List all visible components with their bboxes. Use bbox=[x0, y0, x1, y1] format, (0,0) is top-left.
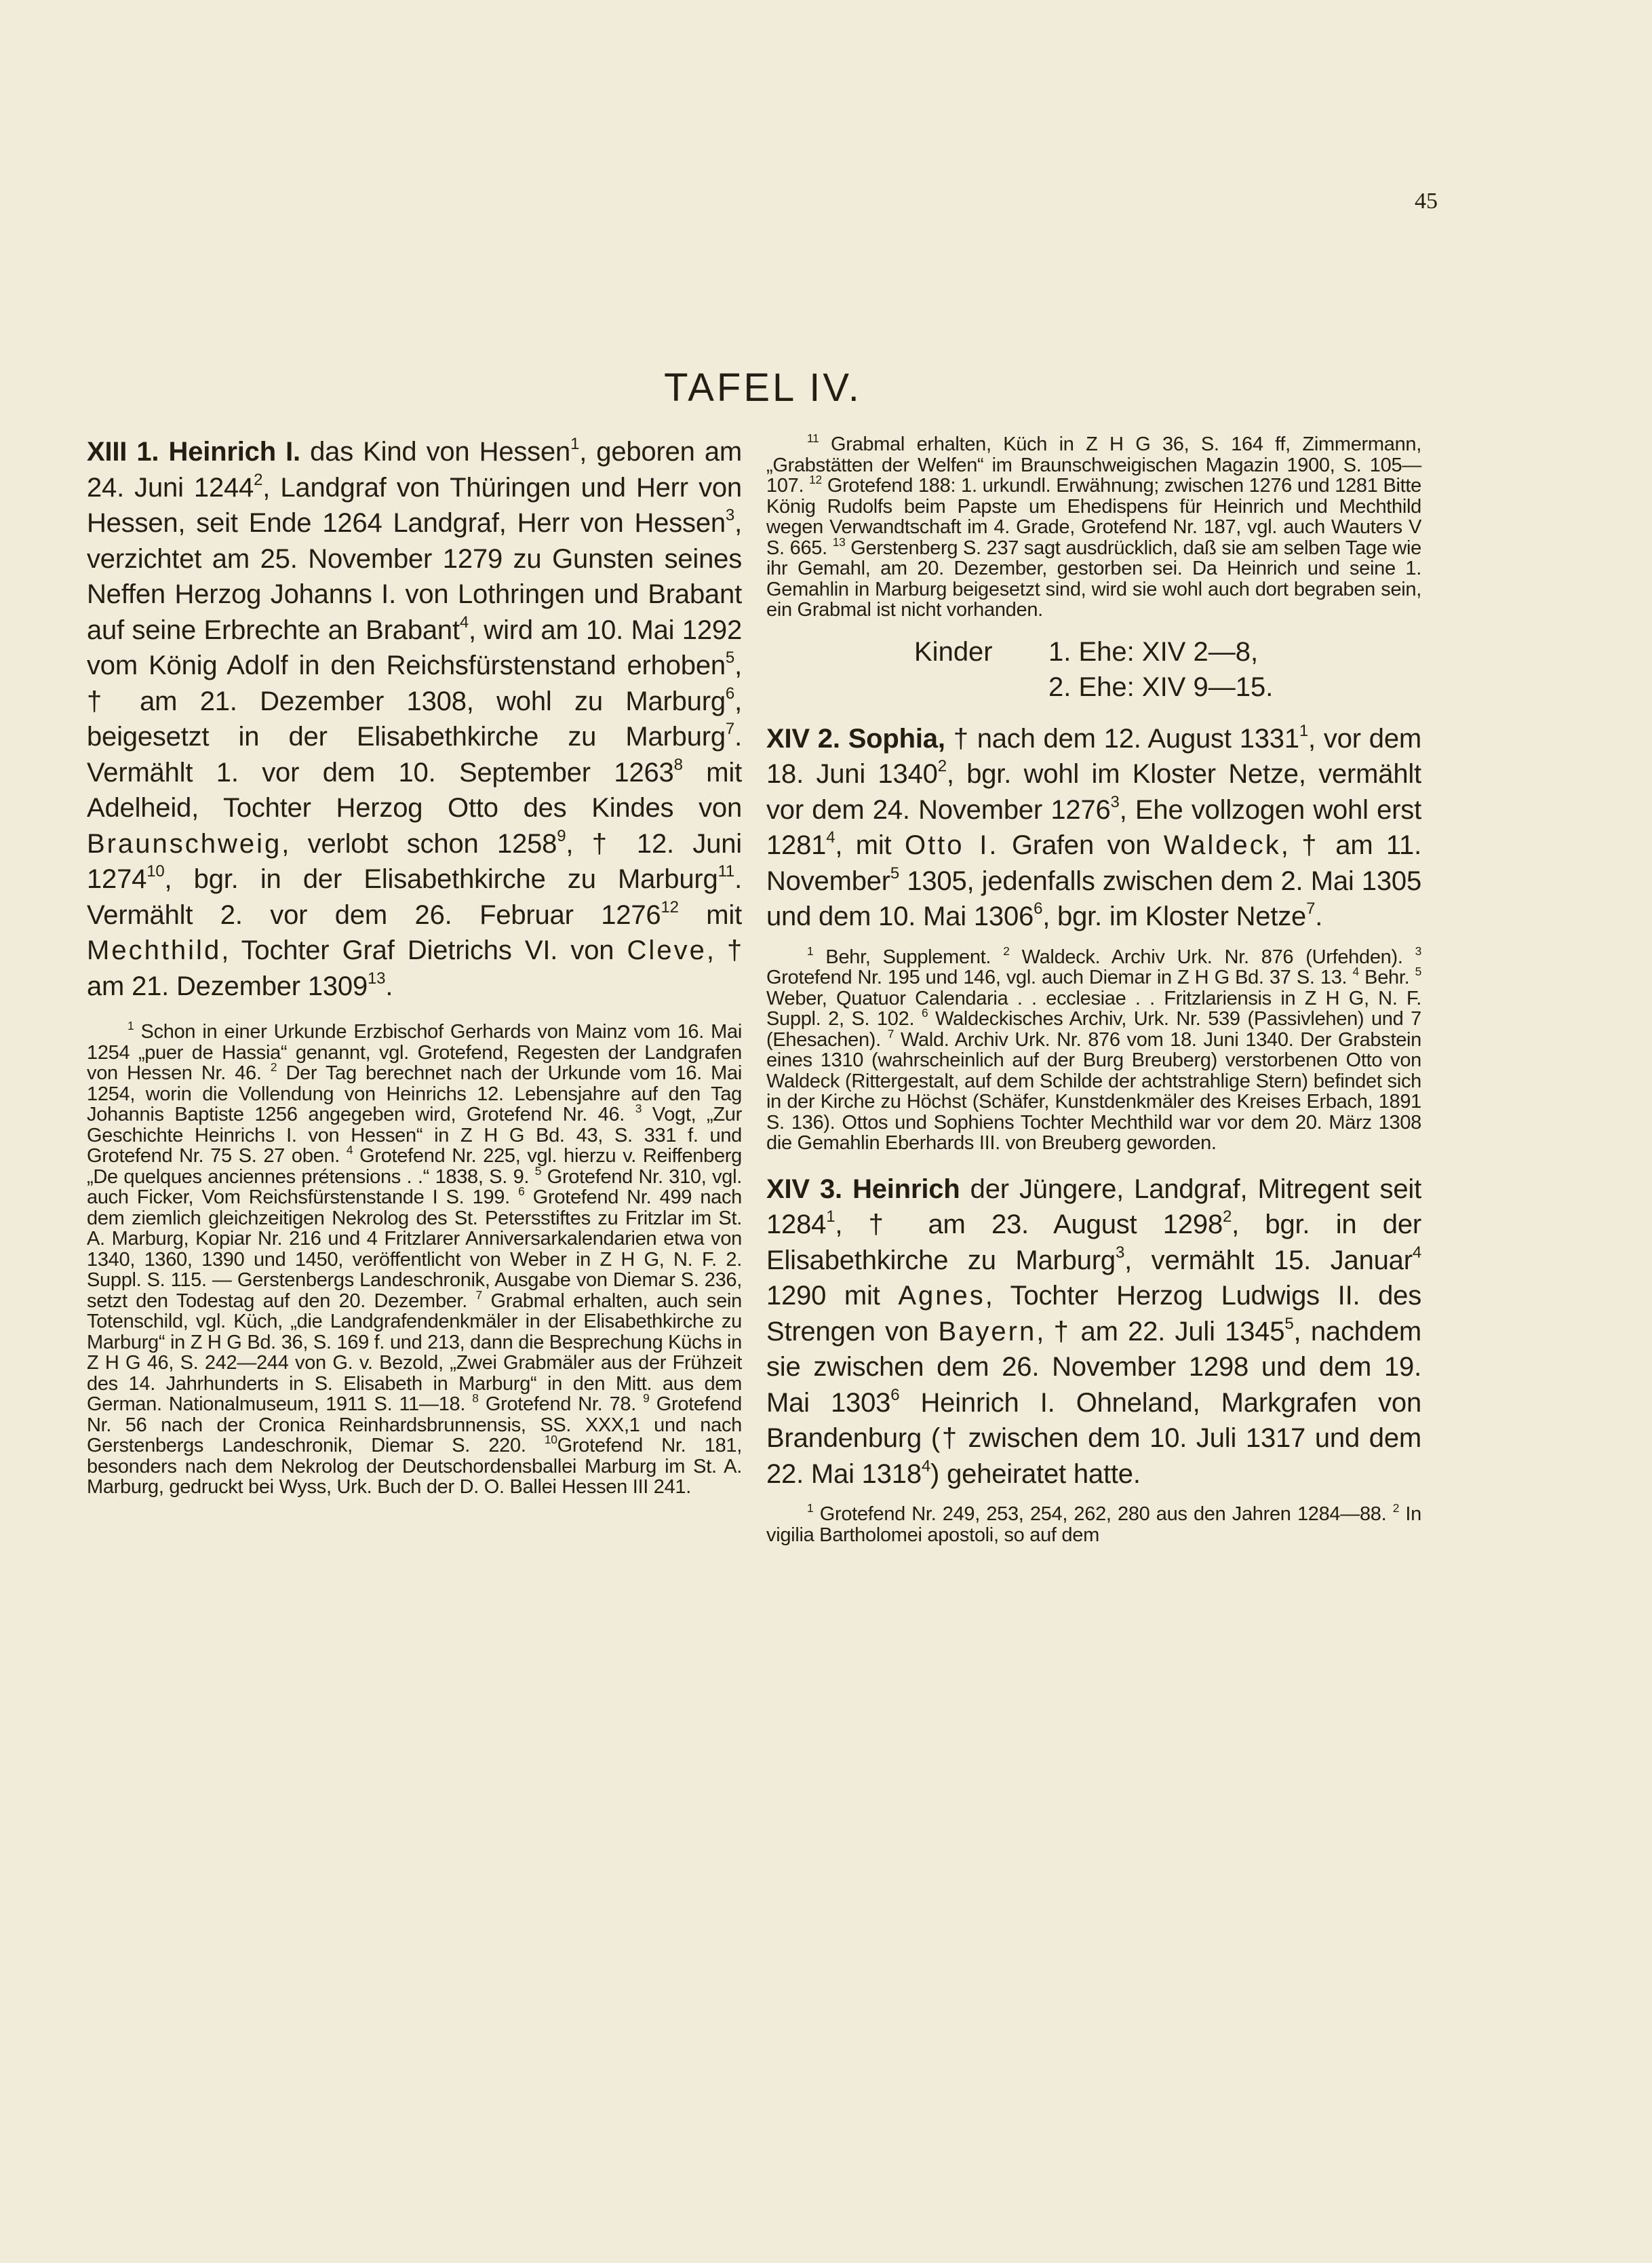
entry-heinrich-i: XIII 1. Heinrich I. das Kind von Hessen$^1$, geboren am 24. Juni 1244$^2$, Landgraf von Thüringen und Herr von Hessen, seit Ende 1264 Landgraf, Herr von Hessen$^3$, verzichtet am 25. November 1279 zu Gunsten seines Neffen Herzog Johanns I. von Lothringen und Brabant auf seine Erbrechte an Brabant$^4$, wird am 10. Mai 1292 vom König Adolf in den Reichsfürstenstand erhoben$^5$, † am 21. Dezember 1308, wohl zu Marburg$^6$, beigesetzt in der Elisabethkirche zu Marburg$^7$. Vermählt 1. vor dem 10. September 1263$^8$ mit Adelheid, Tochter Herzog Otto des Kindes von Braunschweig, verlobt schon 1258$^9$, † 12. Juni 1274$^{10}$, bgr. in der Elisabethkirche zu Marburg$^{11}$. Vermählt 2. vor dem 26. Februar 1276$^{12}$ mit Mechthild, Tochter Graf Dietrichs VI. von Cleve, † am 21. Dezember 1309$^{13}$. bbox=[87, 435, 743, 1001]
children-label: Kinder bbox=[914, 636, 993, 667]
page-number: 45 bbox=[1415, 189, 1438, 214]
footnotes-heinrich-der-juengere: $^1$ Grotefend Nr. 249, 253, 254, 262, 280 aus den Jahren 1284—88. $^2$ In vigilia Bartholomei apostoli, so auf dem bbox=[766, 1501, 1422, 1546]
entry-sophia: XIV 2. Sophia, † nach dem 12. August 1331$^1$, vor dem 18. Juni 1340$^2$, bgr. wohl im Kloster Netze, vermählt vor dem 24. November 1276$^3$, Ehe vollzogen wohl erst 1281$^4$, mit Otto I. Grafen von Waldeck, † am 11. November$^5$ 1305, jedenfalls zwischen dem 2. Mai 1305 und dem 10. Mai 1306$^6$, bgr. im Kloster Netze$^7$. bbox=[766, 721, 1421, 931]
footnotes-heinrich-i-continued: $^{11}$ Grabmal erhalten, Küch in Z H G 36, S. 164 ff, Zimmermann, „Grabstätten der Welfen“ im Braunschweigischen Magazin 1900, S. 105—107. $^{12}$ Grotefend 188: 1. urkundl. Erwähnung; zwischen 1276 und 1281 Bitte König Rudolfs beim Papste um Ehedispens für Heinrich und Mechthild wegen Verwandtschaft im 4. Grade, Grotefend Nr. 187, vgl. auch Wauters V S. 665. $^{13}$ Gerstenberg S. 237 sagt ausdrücklich, daß sie am selben Tage wie ihr Gemahl, am 20. Dezember, gestorben sei. Da Heinrich und seine 1. Gemahlin in Marburg beigesetzt sind, wird sie wohl auch dort begraben sein, ein Grabmal ist nicht vorhanden. bbox=[766, 431, 1422, 621]
entry-name: Heinrich bbox=[852, 1174, 960, 1204]
footnotes-heinrich-i: $^1$ Schon in einer Urkunde Erzbischof Gerhards von Mainz vom 16. Mai 1254 „puer de Hassia“ genannt, vgl. Grotefend, Regesten der Landgrafen von Hessen Nr. 46. $^2$ Der Tag berechnet nach der Urkunde vom 16. Mai 1254, worin die Vollendung von Heinrichs 12. Lebensjahre auf den Tag Johannis Baptiste 1256 angegeben wird, Grotefend Nr. 46. $^3$ Vogt, „Zur Geschichte Heinrichs I. von Hessen“ in Z H G Bd. 43, S. 331 f. und Grotefend Nr. 75 S. 27 oben. $^4$ Grotefend Nr. 225, vgl. hierzu v. Reiffenberg „De quelques anciennes prétensions . .“ 1838, S. 9. $^5$ Grotefend Nr. 310, vgl. auch Ficker, Vom Reichsfürstenstande I S. 199. $^6$ Grotefend Nr. 499 nach dem ziemlich gleichzeitigen Nekrolog des St. Petersstiftes zu Fritzlar im St. A. Marburg, Kopiar Nr. 216 und 4 Fritzlarer Anniversarkalendarien etwa von 1340, 1360, 1390 und 1450, veröffentlicht von Weber in Z H G, N. F. 2. Suppl. S. 115. — Gerstenbergs Landeschronik, Ausgabe von Diemar S. 236, setzt den Todestag auf den 20. Dezember. $^7$ Grabmal erhalten, auch sein Totenschild, vgl. Küch, „die Landgrafendenkmäler in der Elisabethkirche zu Marburg“ in Z H G Bd. 36, S. 169 f. und 213, dann die Besprechung Küchs in Z H G 46, S. 242—244 von G. v. Bezold, „Zwei Grabmäler aus der Frühzeit des 14. Jahrhunderts in S. Elisabeth in Marburg“ in den Mitt. aus dem German. Nationalmuseum, 1911 S. 11—18. $^8$ Grotefend Nr. 78. $^9$ Grotefend Nr. 56 nach der Cronica Reinhardsbrunnensis, SS. XXX,1 und nach Gerstenbergs Landeschronik, Diemar S. 220. $^{10}$Grotefend Nr. 181, besonders nach dem Nekrolog der Deutschordensballei Marburg im St. A. Marburg, gedruckt bei Wyss, Urk. Buch der D. O. Ballei Hessen III 241. bbox=[87, 1018, 743, 1498]
entry-name: Heinrich I. bbox=[168, 437, 300, 467]
entry-id: XIII 1. bbox=[87, 437, 159, 467]
entry-id: XIV 2. bbox=[766, 723, 840, 754]
children-list: Kinder 1. Ehe: XIV 2—8, 2. Ehe: XIV 9—15. bbox=[766, 634, 1421, 705]
entry-name: Sophia, bbox=[848, 723, 945, 754]
right-column bbox=[766, 431, 1422, 1546]
footnotes-sophia: $^1$ Behr, Supplement. $^2$ Waldeck. Archiv Urk. Nr. 876 (Urfehden). $^3$ Grotefend Nr. 195 und 146, vgl. auch Diemar in Z H G Bd. 37 S. 13. $^4$ Behr. $^5$ Weber, Quatuor Calendaria . . ecclesiae . . Fritzlariensis in Z H G, N. F. Suppl. 2, S. 102. $^6$ Waldeckisches Archiv, Urk. Nr. 539 (Passivlehen) und 7 (Ehesachen). $^7$ Wald. Archiv Urk. Nr. 876 vom 18. Juni 1340. Der Grabstein eines 1310 (wahrscheinlich auf der Burg Breuberg) verstorbenen Otto von Waldeck (Rittergestalt, auf dem Schilde der achtstrahlige Stern) befindet sich in der Kirche zu Höchst (Schäfer, Kunstdenkmäler des Kreises Erbach, 1891 S. 136). Ottos und Sophiens Tochter Mechthild war vor dem 20. März 1308 die Gemahlin Eberhards III. von Breuberg geworden. bbox=[766, 944, 1422, 1154]
plate-title: TAFEL IV. bbox=[664, 366, 862, 410]
entry-heinrich-der-juengere: XIV 3. Heinrich der Jüngere, Landgraf, Mitregent seit 1284$^1$, † am 23. August 1298$^2$, bgr. in der Elisabethkirche zu Marburg$^3$, vermählt 15. Januar$^4$ 1290 mit Agnes, Tochter Herzog Ludwigs II. des Strengen von Bayern, † am 22. Juli 1345$^5$, nachdem sie zwischen dem 26. November 1298 und dem 19. Mai 1303$^6$ Heinrich I. Ohneland, Markgrafen von Brandenburg († zwischen dem 10. Juli 1317 und dem 22. Mai 1318$^4$) geheiratet hatte. bbox=[766, 1174, 1422, 1489]
entry-id: XIV 3. bbox=[766, 1174, 842, 1204]
left-column bbox=[87, 434, 742, 1498]
